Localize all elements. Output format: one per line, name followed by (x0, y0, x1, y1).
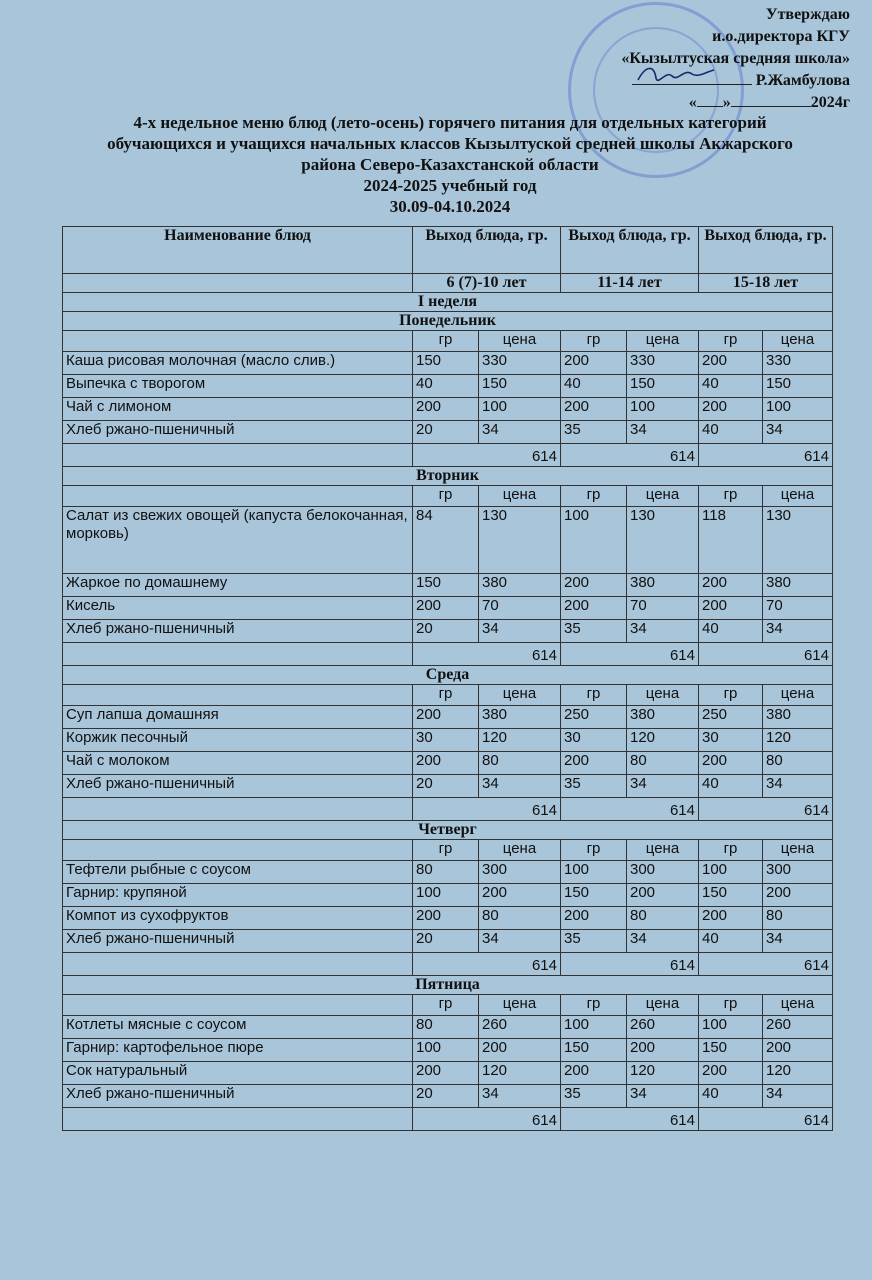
age-group: 6 (7)-10 лет (413, 274, 561, 293)
units-row (63, 331, 833, 352)
dish-name: Хлеб ржано-пшеничный (63, 930, 413, 953)
portion-price: 260 (763, 1016, 833, 1039)
portion-price: 34 (763, 775, 833, 798)
portion-grams: 250 (561, 706, 627, 729)
portion-price: 120 (479, 729, 561, 752)
portion-grams: 200 (413, 752, 479, 775)
unit-gram: гр (699, 840, 763, 861)
table-row (63, 1016, 833, 1039)
portion-grams: 200 (561, 752, 627, 775)
dish-name: Каша рисовая молочная (масло слив.) (63, 352, 413, 375)
dish-name: Кисель (63, 597, 413, 620)
day-total: 614 (413, 444, 561, 467)
portion-grams: 200 (561, 398, 627, 421)
portion-grams: 250 (699, 706, 763, 729)
portion-price: 300 (627, 861, 699, 884)
day-total: 614 (561, 798, 699, 821)
portion-grams: 150 (413, 352, 479, 375)
portion-grams: 200 (561, 574, 627, 597)
day-total: 614 (413, 953, 561, 976)
portion-grams: 40 (413, 375, 479, 398)
portion-grams: 100 (699, 861, 763, 884)
unit-price: цена (763, 486, 833, 507)
empty-cell (63, 486, 413, 507)
units-row (63, 995, 833, 1016)
portion-grams: 200 (699, 752, 763, 775)
portion-grams: 200 (413, 907, 479, 930)
unit-price: цена (479, 486, 561, 507)
header-row (63, 227, 833, 274)
approver-name: Р.Жамбулова (755, 72, 850, 89)
day-total: 614 (699, 1108, 833, 1131)
day-total: 614 (561, 953, 699, 976)
portion-grams: 40 (699, 930, 763, 953)
portion-price: 380 (763, 574, 833, 597)
portion-price: 34 (763, 1085, 833, 1108)
portion-grams: 100 (413, 884, 479, 907)
unit-gram: гр (699, 331, 763, 352)
portion-grams: 40 (561, 375, 627, 398)
table-row (63, 620, 833, 643)
day-name: Среда (63, 666, 833, 685)
portion-price: 80 (627, 907, 699, 930)
portion-price: 34 (479, 1085, 561, 1108)
portion-price: 150 (627, 375, 699, 398)
portion-price: 34 (763, 930, 833, 953)
portion-price: 34 (627, 1085, 699, 1108)
portion-price: 130 (627, 507, 699, 574)
table-row (63, 375, 833, 398)
portion-price: 120 (627, 729, 699, 752)
empty-cell (63, 444, 413, 467)
portion-grams: 150 (561, 1039, 627, 1062)
unit-price: цена (763, 331, 833, 352)
portion-price: 34 (479, 775, 561, 798)
dish-name: Гарнир: крупяной (63, 884, 413, 907)
unit-gram: гр (561, 840, 627, 861)
portion-grams: 20 (413, 930, 479, 953)
day-total: 614 (561, 1108, 699, 1131)
portion-price: 380 (627, 706, 699, 729)
table-row (63, 1039, 833, 1062)
portion-price: 380 (763, 706, 833, 729)
portion-price: 120 (763, 729, 833, 752)
date-range: 30.09-04.10.2024 (389, 197, 511, 216)
table-row (63, 775, 833, 798)
portion-price: 200 (763, 1039, 833, 1062)
portion-price: 200 (479, 1039, 561, 1062)
table-row (63, 706, 833, 729)
portion-price: 150 (763, 375, 833, 398)
table-row (63, 1085, 833, 1108)
portion-grams: 35 (561, 775, 627, 798)
unit-gram: гр (699, 685, 763, 706)
portion-price: 70 (479, 597, 561, 620)
dish-name: Коржик песочный (63, 729, 413, 752)
portion-price: 380 (479, 574, 561, 597)
portion-grams: 200 (413, 1062, 479, 1085)
day-total: 614 (699, 798, 833, 821)
portion-price: 34 (479, 930, 561, 953)
table-row (63, 597, 833, 620)
age-group: 11-14 лет (561, 274, 699, 293)
portion-price: 260 (479, 1016, 561, 1039)
unit-gram: гр (699, 995, 763, 1016)
portion-price: 380 (479, 706, 561, 729)
portion-grams: 200 (561, 907, 627, 930)
unit-gram: гр (699, 486, 763, 507)
portion-price: 80 (479, 907, 561, 930)
dish-name: Котлеты мясные с соусом (63, 1016, 413, 1039)
total-row (63, 953, 833, 976)
portion-grams: 100 (561, 1016, 627, 1039)
empty-cell (63, 798, 413, 821)
portion-grams: 118 (699, 507, 763, 574)
portion-grams: 40 (699, 1085, 763, 1108)
table-row (63, 1062, 833, 1085)
portion-grams: 35 (561, 620, 627, 643)
portion-price: 130 (479, 507, 561, 574)
day-total: 614 (699, 643, 833, 666)
title-line: 4-х недельное меню блюд (лето-осень) горячего питания для отдельных категорий (133, 113, 767, 132)
portion-price: 34 (627, 930, 699, 953)
portion-grams: 80 (413, 861, 479, 884)
units-row (63, 685, 833, 706)
portion-grams: 200 (699, 398, 763, 421)
dish-name: Компот из сухофруктов (63, 907, 413, 930)
portion-grams: 200 (699, 907, 763, 930)
portion-price: 120 (479, 1062, 561, 1085)
day-total: 614 (699, 444, 833, 467)
dish-name: Хлеб ржано-пшеничный (63, 620, 413, 643)
approval-position: и.о.директора КГУ (712, 28, 850, 45)
unit-gram: гр (413, 486, 479, 507)
table-row (63, 421, 833, 444)
portion-price: 300 (763, 861, 833, 884)
table-row (63, 729, 833, 752)
portion-price: 34 (479, 620, 561, 643)
day-total: 614 (413, 1108, 561, 1131)
portion-grams: 40 (699, 620, 763, 643)
portion-grams: 30 (413, 729, 479, 752)
total-row (63, 1108, 833, 1131)
table-row (63, 752, 833, 775)
portion-grams: 200 (561, 597, 627, 620)
portion-price: 34 (763, 421, 833, 444)
portion-price: 200 (627, 884, 699, 907)
title-line: обучающихся и учащихся начальных классов Кызылтуской средней школы Акжарского (107, 134, 793, 153)
day-total: 614 (413, 798, 561, 821)
portion-price: 330 (627, 352, 699, 375)
portion-grams: 200 (699, 1062, 763, 1085)
unit-gram: гр (413, 685, 479, 706)
portion-grams: 20 (413, 1085, 479, 1108)
age-group: 15-18 лет (699, 274, 833, 293)
unit-price: цена (763, 685, 833, 706)
unit-price: цена (627, 331, 699, 352)
day-name: Пятница (63, 976, 833, 995)
table-row (63, 907, 833, 930)
portion-price: 80 (763, 752, 833, 775)
empty-cell (63, 643, 413, 666)
portion-price: 330 (763, 352, 833, 375)
dish-name: Чай с молоком (63, 752, 413, 775)
total-row (63, 643, 833, 666)
empty-cell (63, 685, 413, 706)
portion-price: 80 (627, 752, 699, 775)
column-header-output: Выход блюда, гр. (413, 227, 561, 274)
week-label: I неделя (63, 293, 833, 312)
dish-name: Тефтели рыбные с соусом (63, 861, 413, 884)
portion-price: 70 (763, 597, 833, 620)
empty-cell (63, 953, 413, 976)
unit-gram: гр (561, 486, 627, 507)
approval-date: « » 2024г (688, 94, 850, 111)
unit-price: цена (763, 840, 833, 861)
portion-price: 34 (627, 620, 699, 643)
title-line: района Северо-Казахстанской области (301, 155, 599, 174)
portion-grams: 100 (561, 861, 627, 884)
week-row (63, 293, 833, 312)
dish-name: Салат из свежих овощей (капуста белокочанная, морковь) (63, 507, 413, 574)
portion-grams: 20 (413, 620, 479, 643)
portion-grams: 40 (699, 775, 763, 798)
units-row (63, 486, 833, 507)
portion-price: 380 (627, 574, 699, 597)
portion-grams: 200 (699, 597, 763, 620)
portion-price: 80 (479, 752, 561, 775)
portion-grams: 35 (561, 1085, 627, 1108)
unit-gram: гр (413, 840, 479, 861)
portion-grams: 200 (699, 352, 763, 375)
portion-grams: 200 (413, 398, 479, 421)
document-title (40, 112, 860, 217)
approval-school: «Кызылтуская средняя школа» (621, 50, 850, 67)
day-row (63, 312, 833, 331)
day-row (63, 976, 833, 995)
portion-grams: 35 (561, 421, 627, 444)
portion-grams: 30 (699, 729, 763, 752)
unit-price: цена (627, 840, 699, 861)
table-row (63, 930, 833, 953)
day-row (63, 467, 833, 486)
menu-table (62, 226, 833, 1131)
empty-cell (63, 840, 413, 861)
table-row (63, 352, 833, 375)
portion-grams: 100 (413, 1039, 479, 1062)
portion-price: 80 (763, 907, 833, 930)
total-row (63, 798, 833, 821)
day-total: 614 (561, 444, 699, 467)
portion-grams: 80 (413, 1016, 479, 1039)
approval-line: Утверждаю (765, 6, 850, 23)
table-row (63, 574, 833, 597)
table-row (63, 398, 833, 421)
portion-price: 200 (479, 884, 561, 907)
unit-price: цена (627, 685, 699, 706)
portion-price: 300 (479, 861, 561, 884)
day-name: Понедельник (63, 312, 833, 331)
portion-price: 150 (479, 375, 561, 398)
table-row (63, 507, 833, 574)
portion-grams: 30 (561, 729, 627, 752)
day-total: 614 (413, 643, 561, 666)
portion-grams: 200 (561, 352, 627, 375)
portion-grams: 200 (413, 597, 479, 620)
day-total: 614 (561, 643, 699, 666)
unit-gram: гр (413, 995, 479, 1016)
portion-price: 34 (763, 620, 833, 643)
portion-price: 200 (763, 884, 833, 907)
unit-price: цена (627, 995, 699, 1016)
portion-grams: 200 (561, 1062, 627, 1085)
table-row (63, 884, 833, 907)
portion-price: 120 (763, 1062, 833, 1085)
column-header-dish: Наименование блюд (63, 227, 413, 274)
portion-grams: 150 (561, 884, 627, 907)
portion-price: 70 (627, 597, 699, 620)
portion-grams: 20 (413, 775, 479, 798)
unit-price: цена (479, 685, 561, 706)
portion-grams: 20 (413, 421, 479, 444)
unit-price: цена (479, 840, 561, 861)
approval-signature-line (621, 70, 850, 92)
portion-price: 34 (479, 421, 561, 444)
portion-price: 100 (479, 398, 561, 421)
portion-grams: 100 (699, 1016, 763, 1039)
day-total: 614 (699, 953, 833, 976)
dish-name: Хлеб ржано-пшеничный (63, 775, 413, 798)
portion-price: 330 (479, 352, 561, 375)
age-row (63, 274, 833, 293)
dish-name: Выпечка с творогом (63, 375, 413, 398)
unit-gram: гр (561, 331, 627, 352)
portion-price: 100 (627, 398, 699, 421)
portion-price: 200 (627, 1039, 699, 1062)
unit-price: цена (763, 995, 833, 1016)
day-name: Вторник (63, 467, 833, 486)
portion-grams: 150 (413, 574, 479, 597)
day-row (63, 821, 833, 840)
portion-price: 34 (627, 421, 699, 444)
portion-grams: 150 (699, 1039, 763, 1062)
day-name: Четверг (63, 821, 833, 840)
empty-cell (63, 331, 413, 352)
school-year: 2024-2025 учебный год (363, 176, 537, 195)
unit-gram: гр (561, 995, 627, 1016)
total-row (63, 444, 833, 467)
portion-price: 130 (763, 507, 833, 574)
portion-price: 100 (763, 398, 833, 421)
portion-price: 120 (627, 1062, 699, 1085)
portion-price: 260 (627, 1016, 699, 1039)
table-row (63, 861, 833, 884)
dish-name: Чай с лимоном (63, 398, 413, 421)
day-row (63, 666, 833, 685)
dish-name: Гарнир: картофельное пюре (63, 1039, 413, 1062)
portion-grams: 40 (699, 421, 763, 444)
unit-price: цена (627, 486, 699, 507)
column-header-output: Выход блюда, гр. (699, 227, 833, 274)
portion-grams: 84 (413, 507, 479, 574)
dish-name: Хлеб ржано-пшеничный (63, 1085, 413, 1108)
empty-cell (63, 274, 413, 293)
portion-grams: 150 (699, 884, 763, 907)
units-row (63, 840, 833, 861)
empty-cell (63, 1108, 413, 1131)
unit-price: цена (479, 995, 561, 1016)
unit-price: цена (479, 331, 561, 352)
portion-grams: 40 (699, 375, 763, 398)
approval-block (621, 4, 850, 114)
dish-name: Сок натуральный (63, 1062, 413, 1085)
portion-grams: 100 (561, 507, 627, 574)
unit-gram: гр (413, 331, 479, 352)
dish-name: Хлеб ржано-пшеничный (63, 421, 413, 444)
dish-name: Суп лапша домашняя (63, 706, 413, 729)
portion-grams: 200 (699, 574, 763, 597)
empty-cell (63, 995, 413, 1016)
portion-grams: 35 (561, 930, 627, 953)
column-header-output: Выход блюда, гр. (561, 227, 699, 274)
portion-grams: 200 (413, 706, 479, 729)
portion-price: 34 (627, 775, 699, 798)
dish-name: Жаркое по домашнему (63, 574, 413, 597)
unit-gram: гр (561, 685, 627, 706)
